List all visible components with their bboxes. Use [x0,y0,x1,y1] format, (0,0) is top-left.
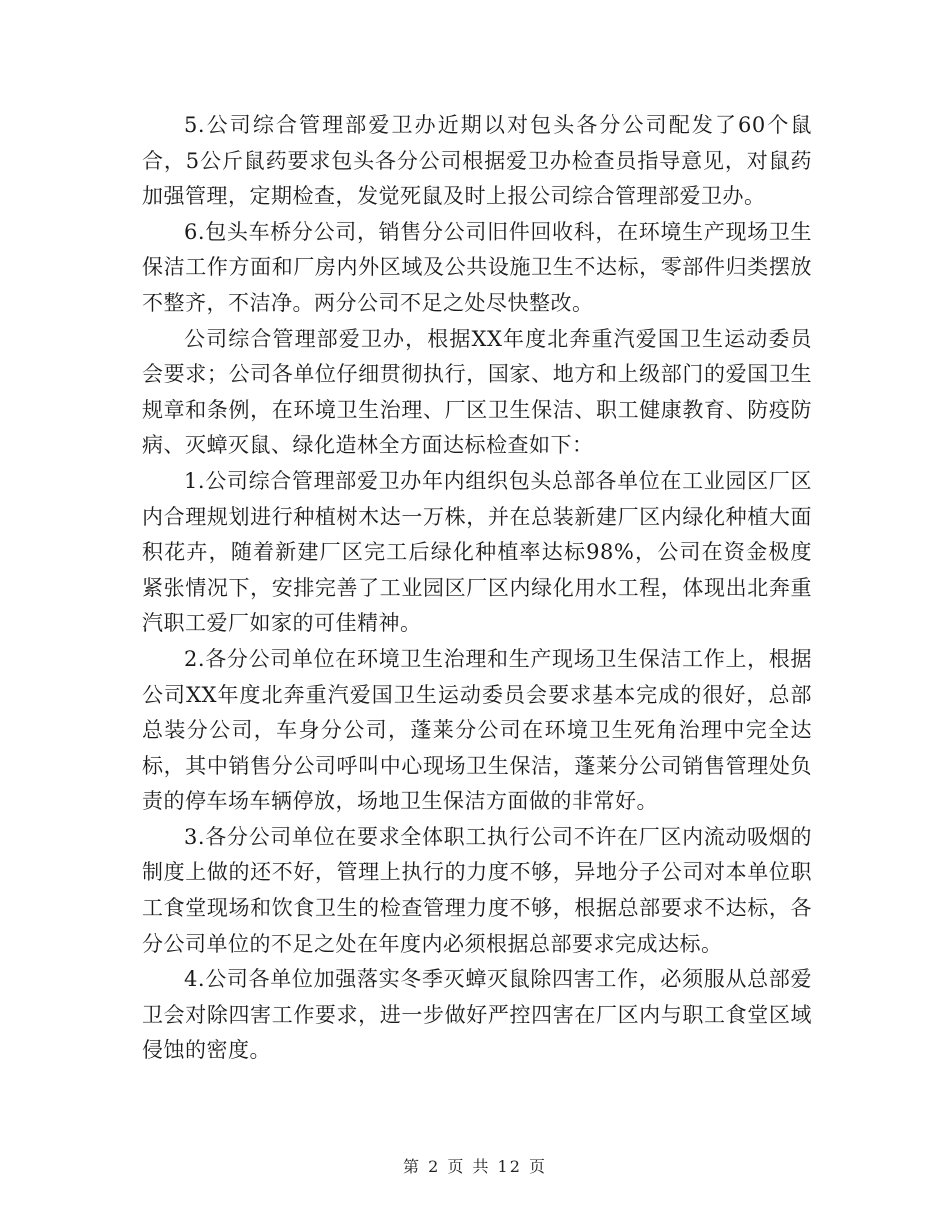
paragraph-check-3: 3.各分公司单位在要求全体职工执行公司不许在厂区内流动吸烟的制度上做的还不好，管理上执行的力度不够，异地分子公司对本单位职工食堂现场和饮食卫生的检查管理力度不够，根据总部要求不达标，各分公司单位的不足之处在年度内必须根据总部要求完成达标。 [142,824,812,956]
paragraph-item-6: 6.包头车桥分公司，销售分公司旧件回收科，在环境生产现场卫生保洁工作方面和厂房内外区域及公共设施卫生不达标，零部件归类摆放不整齐，不洁净。两分公司不足之处尽快整改。 [142,219,812,315]
paragraph-check-1: 1.公司综合管理部爱卫办年内组织包头总部各单位在工业园区厂区内合理规划进行种植树木达一万株，并在总装新建厂区内绿化种植大面积花卉，随着新建厂区完工后绿化种植率达标98%，公司在资金极度紧张情况下，安排完善了工业园区厂区内绿化用水工程，体现出北奔重汽职工爱厂如家的可佳精神。 [142,468,812,636]
paragraph-check-4: 4.公司各单位加强落实冬季灭蟑灭鼠除四害工作，必须服从总部爱卫会对除四害工作要求，进一步做好严控四害在厂区内与职工食堂区域侵蚀的密度。 [142,967,812,1063]
page-number-footer: 第 2 页 共 12 页 [403,1157,547,1176]
paragraph-summary: 公司综合管理部爱卫办，根据XX年度北奔重汽爱国卫生运动委员会要求；公司各单位仔细贯彻执行，国家、地方和上级部门的爱国卫生规章和条例，在环境卫生治理、厂区卫生保洁、职工健康教育、防疫防病、灭蟑灭鼠、绿化造林全方面达标检查如下： [142,326,812,458]
paragraph-item-5: 5.公司综合管理部爱卫办近期以对包头各分公司配发了60个鼠合，5公斤鼠药要求包头各分公司根据爱卫办检查员指导意见，对鼠药加强管理，定期检查，发觉死鼠及时上报公司综合管理部爱卫办。 [142,113,812,209]
document-body [142,108,812,1069]
paragraph-check-2: 2.各分公司单位在环境卫生治理和生产现场卫生保洁工作上，根据公司XX年度北奔重汽爱国卫生运动委员会要求基本完成的很好，总部总装分公司，车身分公司，蓬莱分公司在环境卫生死角治理中完全达标，其中销售分公司呼叫中心现场卫生保洁，蓬莱分公司销售管理处负责的停车场车辆停放，场地卫生保洁方面做的非常好。 [142,646,812,814]
